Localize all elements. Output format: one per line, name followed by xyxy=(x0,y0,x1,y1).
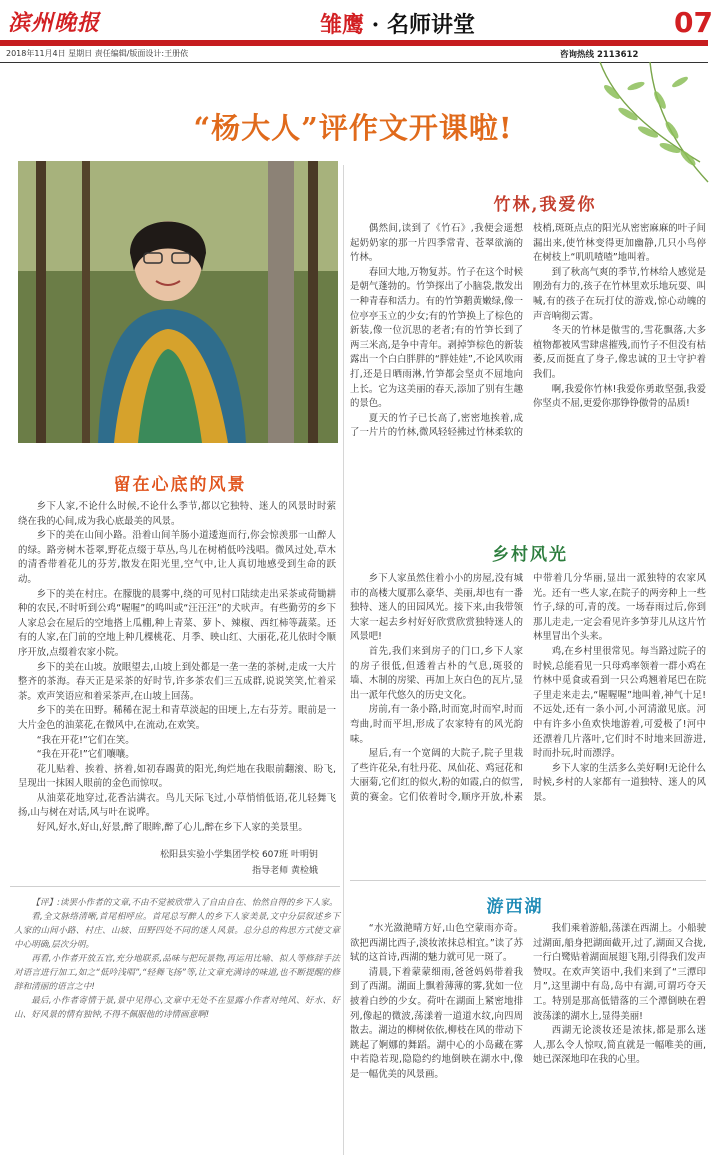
article4-title: 游西湖 xyxy=(486,897,544,917)
comment-paragraph: 再看,小作者开放五官,充分地联系,品味与把玩景物,再运用比喻、拟人等修辞手法对语言进行加工,如之“低吟浅唱”,“轻舞飞扬”等,让文章充满诗的味道,也不断提醒的修辞和清丽的语言之中! xyxy=(14,954,340,992)
article2-paragraph: 冬天的竹林是傲雪的,雪花飘落,大多植物都被风雪肆虐摧残,而竹子不但没有枯萎,反而挺直了身子,像忠诚的卫士守护着我们。 xyxy=(533,325,706,380)
page-number: 07 xyxy=(674,6,713,39)
article2-paragraph: 啊,我爱你竹林!我爱你勇敢坚强,我爱你坚贞不屈,更爱你那铮铮傲骨的品质! xyxy=(533,383,706,410)
article1-paragraph: 乡下人家,不论什么时候,不论什么季节,都以它独特、迷人的风景时时萦绕在我的心间,成为我心底最美的风景。 xyxy=(18,501,336,527)
page-headline: “杨大人”评作文开课啦! xyxy=(193,111,513,145)
article2-paragraph: 夏天的竹子已长高了,密密地挨着,成了一片片的竹林,微风轻轻拂过竹林柔软的枝梢,斑斑点点的阳光从密密麻麻的叶子间漏出来,使竹林变得更加幽静,几只小鸟停在树枝上“叽叽喳喳”地叫着。 xyxy=(350,223,706,439)
masthead-rule xyxy=(0,40,708,46)
article1-paragraph: 乡下的美在田野。稀稀在泥土和青草淡起的田埂上,左右芬芳。眼前是一大片金色的油菜花,在微风中,在流动,在欢笑。 xyxy=(18,705,336,731)
article1-paragraph: 从油菜花地穿过,花香沾满衣。鸟儿天际飞过,小草悄悄低语,花儿轻舞飞扬,山与树在对话,风与叶在说哗。 xyxy=(18,792,336,819)
article1-title: 留在心底的风景 xyxy=(113,475,247,495)
article2-title: 竹林,我爱你 xyxy=(493,195,597,215)
article3-paragraph: 乡下人家虽然住着小小的房屋,没有城市的高楼大厦那么豪华、美丽,却也有一番独特、迷人的田园风光。接下来,由我带领大家一起去乡村好好欣赏欣赏独特迷人的风景吧! xyxy=(350,573,523,643)
section-title: 雏鹰 · 名师讲堂 xyxy=(320,12,476,38)
article1-paragraph: 乡下的美在山间小路。沿着山间羊肠小道逶迤而行,你会惊羡那一山醉人的绿。路旁树木苍翠,野花点缀于草丛,鸟儿在树梢低吟浅唱。微风过处,草木的清香带着花儿的芬芳,散发在阳光里,空气中,让人真切地感受到生命的跃动。 xyxy=(18,530,336,585)
article3-paragraph: 乡下人家的生活多么美好啊!无论什么时候,乡村的人家都有一道独特、迷人的风景。 xyxy=(533,762,706,803)
date-line: 2018年11月4日 星期日 责任编辑/版面设计:王册依 xyxy=(6,49,189,58)
article1-body xyxy=(18,500,336,834)
article1-paragraph: 乡下的美在山坡。放眼望去,山坡上到处都是一垄一垄的茶树,走成一大片整齐的茶海。春天正是采茶的好时节,许多茶农们三五成群,说说笑笑,忙着采茶。欢声笑语应和着采茶声,在山坡上回荡。 xyxy=(18,661,336,702)
paper-name: 滨州晚报 xyxy=(8,10,101,36)
article2-paragraph: 偶然间,读到了《竹石》,我便会遥想起奶奶家的那一片四季常青、苍翠欲滴的竹林。 xyxy=(350,223,523,264)
article1-paragraph: 花儿贴着、挨着、挤着,如初春踢黄的阳光,绚烂地在我眼前翻滚、盼飞,呈现出一抹困人眼前的金色而惊叹。 xyxy=(18,763,336,790)
article3-body xyxy=(350,572,706,862)
section-title-red: 雏鹰 xyxy=(320,13,365,38)
article3-paragraph: 鸡,在乡村里很常见。每当路过院子的时候,总能看见一只母鸡率领着一群小鸡在竹林中觅食或看到一只公鸡翘着尾巴在院子里走来走去,“喔喔喔”地叫着,神气十足!不远处,还有一条小河,小河清澈见底。河中有许多小鱼欢快地游着,可爱极了!河中还漂着几片落叶,它们时不时地来回游进,时而扑玩,时而漂浮。 xyxy=(533,645,706,760)
article4-paragraph: 西湖无论淡妆还是浓抹,都是那么迷人,那么令人惊叹,简直就是一幅唯美的画,她已深深地印在我的心里。 xyxy=(533,1025,706,1066)
hotline: 咨询热线 2113612 xyxy=(560,50,639,60)
comment-paragraph: 【评】:读罢小作者的文章,不由不觉被欣带入了自由自在、怡然自得的乡下人家。 xyxy=(31,898,338,908)
article1-paragraph: 乡下的美在村庄。在朦胧的晨雾中,绕的可见村口陆续走出采茶或荷锄耕种的农民,不时听到公鸡“喔喔”的鸣叫或“汪汪汪”的犬吠声。有些勤劳的乡下人家总会在屋后的空地搭上瓜棚,种上青菜、萝卜、辣椒、西红柿等蔬菜。还有的人家,在门前的空地上种几棵桃花、月季、映山红、大丽花,花儿依时令顺序开放,点缀着农家小院。 xyxy=(18,588,336,658)
article2-paragraph: 到了秋高气爽的季节,竹林给人感觉是刚劲有力的,孩子在竹林里欢乐地玩耍、叫喊,有的孩子在玩打仗的游戏,惊心动魄的声音响彻云霄。 xyxy=(533,266,706,322)
article3-title: 乡村风光 xyxy=(492,545,568,565)
comment-paragraph: 看,全文脉络清晰,首尾相呼应。首尾总写醉人的乡下人家美景,文中分层叙述乡下人家的山间小路、村庄、山坡、田野四处不同的迷人风景。总分总的构思方式使文章中心明确,层次分明。 xyxy=(14,912,340,950)
article1-paragraph: “我在开花!”它们在笑。 xyxy=(36,734,135,746)
divider xyxy=(350,880,706,881)
article3-paragraph: 屋后,有一个宽阔的大院子,院子里栽了些许花朵,有牡丹花、凤仙花、鸡冠花和大丽菊,它们红的似火,粉的如霞,白的似雪,黄的赛金。它们依着时令,顺序开放,朴素中带着几分华丽,显出一派独特的农家风光。还有一些人家,在院子的两旁种上一些竹子,绿的可,青的茂。一场春雨过后,你到那儿走走,一定会看见许多笋芽儿从这片竹林里冒出个头来。 xyxy=(350,573,706,803)
column-divider xyxy=(343,165,344,1155)
article2-paragraph: 春回大地,万物复苏。竹子在这个时候是朝气蓬勃的。竹笋探出了小脑袋,散发出一种青春和活力。有的竹笋鹅黄嫩绿,像一位亭亭玉立的少女;有的竹笋换上了棕色的新装,像一位沉思的老者;有的竹笋长到了两三米高,是争中青年。剥掉笋棕色的新装露出一个白白胖胖的“胖娃娃”,不论风吹雨打,还是日晒雨淋,竹笋都会坚贞不屈地向上长。它为这美丽的春天,添加了别有生趣的景色。 xyxy=(350,266,523,410)
article3-paragraph: 首先,我们来到房子的门口,乡下人家的房子很低,但透着古朴的气息,斑驳的墙、木制的房梁、再加上灰白色的瓦片,显出一派年代悠久的历史文化。 xyxy=(350,645,523,701)
section-title-black: 名师讲堂 xyxy=(387,12,476,38)
article4-paragraph: 我们乘着游船,荡漾在西湖上。小船驶过湖面,船身把湖面截开,过了,湖面又合拢,一行白鹭贴着湖面展翅飞翔,引得我们发声赞叹。在欢声笑语中,我们来到了“三潭印月”,这里湖中有岛,岛中有湖,可谓巧夺天工。特别是那高低错落的三个潭倒映在碧波荡漾的湖水上,显得美丽! xyxy=(533,923,706,1022)
teacher-photo xyxy=(18,161,338,443)
article1-teacher: 指导老师 黄检娥 xyxy=(252,866,318,876)
article2-body xyxy=(350,222,706,522)
comment-paragraph: 最后,小作者寄情于景,景中见得心,文章中无处不在显露小作者对纯风、好水、好山、好风景的情有独钟,不得不佩服他的诗情画意啊! xyxy=(14,996,340,1020)
divider xyxy=(10,886,340,887)
portrait-illustration xyxy=(18,161,338,443)
article1-author: 松阳县实验小学集团学校 607班 叶明钥 xyxy=(160,850,318,860)
article4-paragraph: 清晨,下着蒙蒙细雨,爸爸妈妈带着我到了西湖。湖面上飘着薄薄的雾,犹如一位披着白纱的少女。荷叶在湖面上紧密地排列,像起的微波,荡漾着一道道水纹,向四周散去。湖边的柳树依依,柳枝在风的带动下跳起了婀娜的舞蹈。湖中心的小岛藏在雾中若隐若现,隐隐约约地倒映在湖水中,像是一幅优美的风景画。 xyxy=(350,966,523,1080)
article4-paragraph: “水光潋滟晴方好,山色空蒙雨亦奇。欲把西湖比西子,淡妆浓抹总相宜。”读了苏轼的这首诗,西湖的魅力就可见一斑了。 xyxy=(350,923,523,964)
article4-body xyxy=(350,922,706,1158)
article1-paragraph: “我在开花!”它们嚷嚷。 xyxy=(36,749,135,761)
article3-paragraph: 房前,有一条小路,时而宽,时而窄,时而弯曲,时而平坦,形成了农家特有的风光韵味。 xyxy=(350,704,523,745)
article1-paragraph: 好风,好水,好山,好景,醉了眼眸,醉了心儿,醉在乡下人家的美景里。 xyxy=(36,822,308,834)
article1-comment xyxy=(14,896,340,1146)
